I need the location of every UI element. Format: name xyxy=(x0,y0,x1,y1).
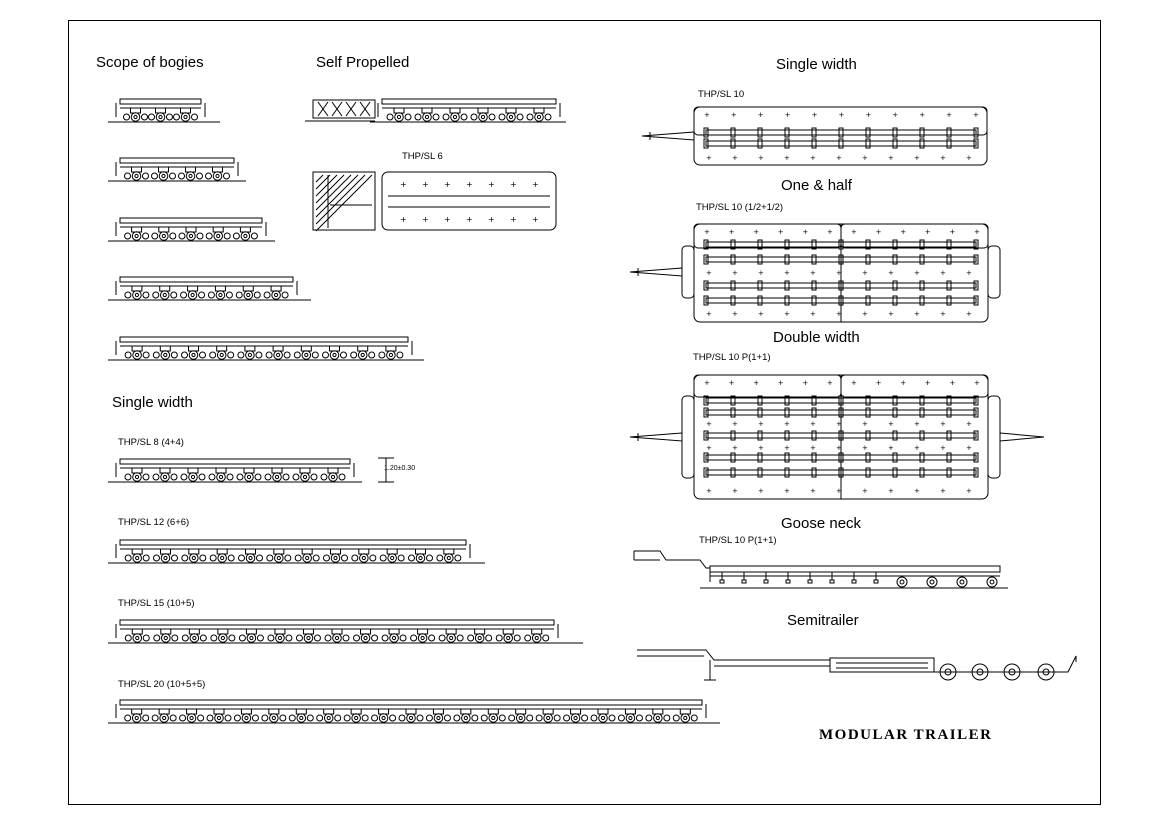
svg-text:+: + xyxy=(940,269,946,277)
svg-text:+: + xyxy=(810,420,816,428)
svg-text:+: + xyxy=(704,228,710,236)
drawings xyxy=(108,99,1076,723)
svg-text:+: + xyxy=(914,487,920,495)
svg-text:+: + xyxy=(966,310,972,318)
label-thp-sl-10-p-double: THP/SL 10 P(1+1) xyxy=(693,352,771,363)
heading-goose-neck: Goose neck xyxy=(781,515,862,532)
svg-text:+: + xyxy=(532,180,539,189)
svg-text:+: + xyxy=(466,215,473,224)
heading-scope-of-bogies: Scope of bogies xyxy=(96,54,204,71)
svg-text:+: + xyxy=(706,310,712,318)
trailer-thp-sl-8 xyxy=(108,459,362,482)
svg-text:+: + xyxy=(758,310,764,318)
svg-text:+: + xyxy=(940,310,946,318)
svg-text:+: + xyxy=(466,180,473,189)
svg-text:+: + xyxy=(732,154,738,162)
svg-text:+: + xyxy=(758,154,764,162)
label-thp-sl-12: THP/SL 12 (6+6) xyxy=(118,517,190,528)
svg-text:+: + xyxy=(914,444,920,452)
svg-text:+: + xyxy=(706,487,712,495)
svg-text:+: + xyxy=(836,269,842,277)
svg-text:+: + xyxy=(400,215,407,224)
trailer-thp-sl-12 xyxy=(108,540,485,563)
svg-text:+: + xyxy=(488,215,495,224)
svg-text:+: + xyxy=(851,228,857,236)
svg-text:+: + xyxy=(758,269,764,277)
svg-text:+: + xyxy=(532,215,539,224)
svg-text:+: + xyxy=(946,111,952,119)
svg-text:+: + xyxy=(827,379,833,387)
svg-text:+: + xyxy=(914,269,920,277)
svg-text:+: + xyxy=(827,228,833,236)
label-thp-sl-15: THP/SL 15 (10+5) xyxy=(118,598,195,609)
svg-text:+: + xyxy=(810,310,816,318)
svg-text:+: + xyxy=(900,228,907,236)
svg-text:+: + xyxy=(865,111,872,119)
svg-text:+: + xyxy=(914,420,920,428)
svg-text:+: + xyxy=(888,154,894,162)
svg-text:+: + xyxy=(732,444,738,452)
heading-semitrailer: Semitrailer xyxy=(787,612,859,629)
svg-text:+: + xyxy=(784,269,790,277)
svg-text:+: + xyxy=(966,269,972,277)
svg-text:+: + xyxy=(836,444,842,452)
label-thp-sl-10-half: THP/SL 10 (1/2+1/2) xyxy=(696,202,784,213)
svg-text:+: + xyxy=(851,379,857,387)
goose-neck-side xyxy=(634,551,1008,588)
svg-text:+: + xyxy=(924,228,931,236)
svg-text:+: + xyxy=(836,310,842,318)
svg-text:+: + xyxy=(888,487,894,495)
svg-text:+: + xyxy=(728,228,735,236)
self-propelled-trailer xyxy=(370,99,566,122)
svg-text:+: + xyxy=(784,487,790,495)
sheet-border xyxy=(69,21,1101,805)
svg-text:+: + xyxy=(758,420,764,428)
svg-text:+: + xyxy=(757,111,764,119)
svg-text:+: + xyxy=(753,228,760,236)
label-thp-sl-10-p-goose: THP/SL 10 P(1+1) xyxy=(699,535,777,546)
svg-text:+: + xyxy=(862,444,868,452)
svg-text:+: + xyxy=(510,180,517,189)
self-propelled-side xyxy=(305,100,375,121)
svg-text:+: + xyxy=(924,379,931,387)
svg-text:+: + xyxy=(836,420,842,428)
svg-text:+: + xyxy=(914,154,920,162)
svg-text:+: + xyxy=(706,444,712,452)
heading-one-and-half: One & half xyxy=(781,177,852,194)
svg-text:+: + xyxy=(802,228,809,236)
svg-text:+: + xyxy=(974,228,980,236)
drawing-title: MODULAR TRAILER xyxy=(819,727,993,743)
svg-text:+: + xyxy=(784,154,790,162)
svg-text:+: + xyxy=(888,444,894,452)
svg-text:+: + xyxy=(810,154,816,162)
svg-text:+: + xyxy=(811,111,818,119)
svg-text:+: + xyxy=(892,111,899,119)
self-propelled-plan xyxy=(313,172,556,231)
svg-text:+: + xyxy=(706,154,712,162)
svg-text:+: + xyxy=(753,379,760,387)
svg-text:+: + xyxy=(704,379,710,387)
svg-text:+: + xyxy=(940,444,946,452)
heading-single-width-left: Single width xyxy=(112,394,193,411)
svg-text:+: + xyxy=(802,379,809,387)
svg-text:+: + xyxy=(758,487,764,495)
svg-text:+: + xyxy=(862,487,868,495)
svg-text:+: + xyxy=(732,420,738,428)
bogie-scope-4 xyxy=(108,277,311,300)
svg-text:+: + xyxy=(862,310,868,318)
svg-text:+: + xyxy=(888,420,894,428)
bogie-scope-1 xyxy=(108,99,220,122)
svg-text:+: + xyxy=(784,444,790,452)
plan-one-and-half xyxy=(630,224,1000,322)
svg-text:+: + xyxy=(728,379,735,387)
svg-text:+: + xyxy=(919,111,926,119)
svg-text:+: + xyxy=(777,379,784,387)
svg-text:+: + xyxy=(706,420,712,428)
svg-text:+: + xyxy=(966,487,972,495)
svg-text:+: + xyxy=(949,228,956,236)
svg-text:+: + xyxy=(488,180,495,189)
trailer-thp-sl-15 xyxy=(108,620,583,643)
svg-text:+: + xyxy=(732,269,738,277)
svg-text:+: + xyxy=(810,444,816,452)
svg-text:+: + xyxy=(400,180,407,189)
plan-double-width xyxy=(630,375,1044,499)
svg-text:+: + xyxy=(444,180,451,189)
svg-text:+: + xyxy=(875,379,882,387)
svg-text:+: + xyxy=(704,111,710,119)
heading-double-width: Double width xyxy=(773,329,860,346)
svg-text:+: + xyxy=(838,111,845,119)
trailer-thp-sl-20 xyxy=(108,700,720,723)
heading-single-width-right: Single width xyxy=(776,56,857,73)
svg-text:+: + xyxy=(940,154,946,162)
svg-text:+: + xyxy=(732,310,738,318)
svg-text:+: + xyxy=(784,420,790,428)
svg-text:+: + xyxy=(730,111,737,119)
bogie-scope-5 xyxy=(108,337,424,360)
svg-text:+: + xyxy=(940,487,946,495)
bogie-scope-2 xyxy=(108,158,246,181)
svg-text:+: + xyxy=(510,215,517,224)
svg-text:+: + xyxy=(966,444,972,452)
svg-text:+: + xyxy=(777,228,784,236)
svg-text:+: + xyxy=(758,444,764,452)
svg-text:+: + xyxy=(888,269,894,277)
svg-text:+: + xyxy=(973,111,979,119)
svg-text:+: + xyxy=(706,269,712,277)
svg-text:+: + xyxy=(900,379,907,387)
svg-text:+: + xyxy=(836,154,842,162)
heading-self-propelled: Self Propelled xyxy=(316,54,410,71)
svg-text:+: + xyxy=(422,215,429,224)
svg-text:+: + xyxy=(444,215,451,224)
svg-text:+: + xyxy=(875,228,882,236)
svg-text:+: + xyxy=(862,420,868,428)
label-thp-sl-8: THP/SL 8 (4+4) xyxy=(118,437,184,448)
svg-text:+: + xyxy=(966,420,972,428)
label-thp-sl-6: THP/SL 6 xyxy=(402,151,443,162)
svg-text:+: + xyxy=(940,420,946,428)
semitrailer-side xyxy=(637,650,1076,680)
svg-text:+: + xyxy=(888,310,894,318)
svg-text:+: + xyxy=(966,154,972,162)
svg-text:+: + xyxy=(974,379,980,387)
svg-text:+: + xyxy=(862,269,868,277)
svg-text:+: + xyxy=(784,111,791,119)
svg-text:+: + xyxy=(422,180,429,189)
svg-text:+: + xyxy=(836,487,842,495)
svg-text:+: + xyxy=(810,269,816,277)
svg-text:+: + xyxy=(949,379,956,387)
label-thp-sl-20: THP/SL 20 (10+5+5) xyxy=(118,679,206,690)
svg-text:+: + xyxy=(862,154,868,162)
plan-single-width xyxy=(642,107,987,165)
svg-text:+: + xyxy=(784,310,790,318)
svg-text:+: + xyxy=(810,487,816,495)
label-thp-sl-10: THP/SL 10 xyxy=(698,89,745,100)
bogie-scope-3 xyxy=(108,218,275,241)
dimension-label: 1.20±0.30 xyxy=(384,465,416,472)
svg-text:+: + xyxy=(914,310,920,318)
svg-text:+: + xyxy=(732,487,738,495)
